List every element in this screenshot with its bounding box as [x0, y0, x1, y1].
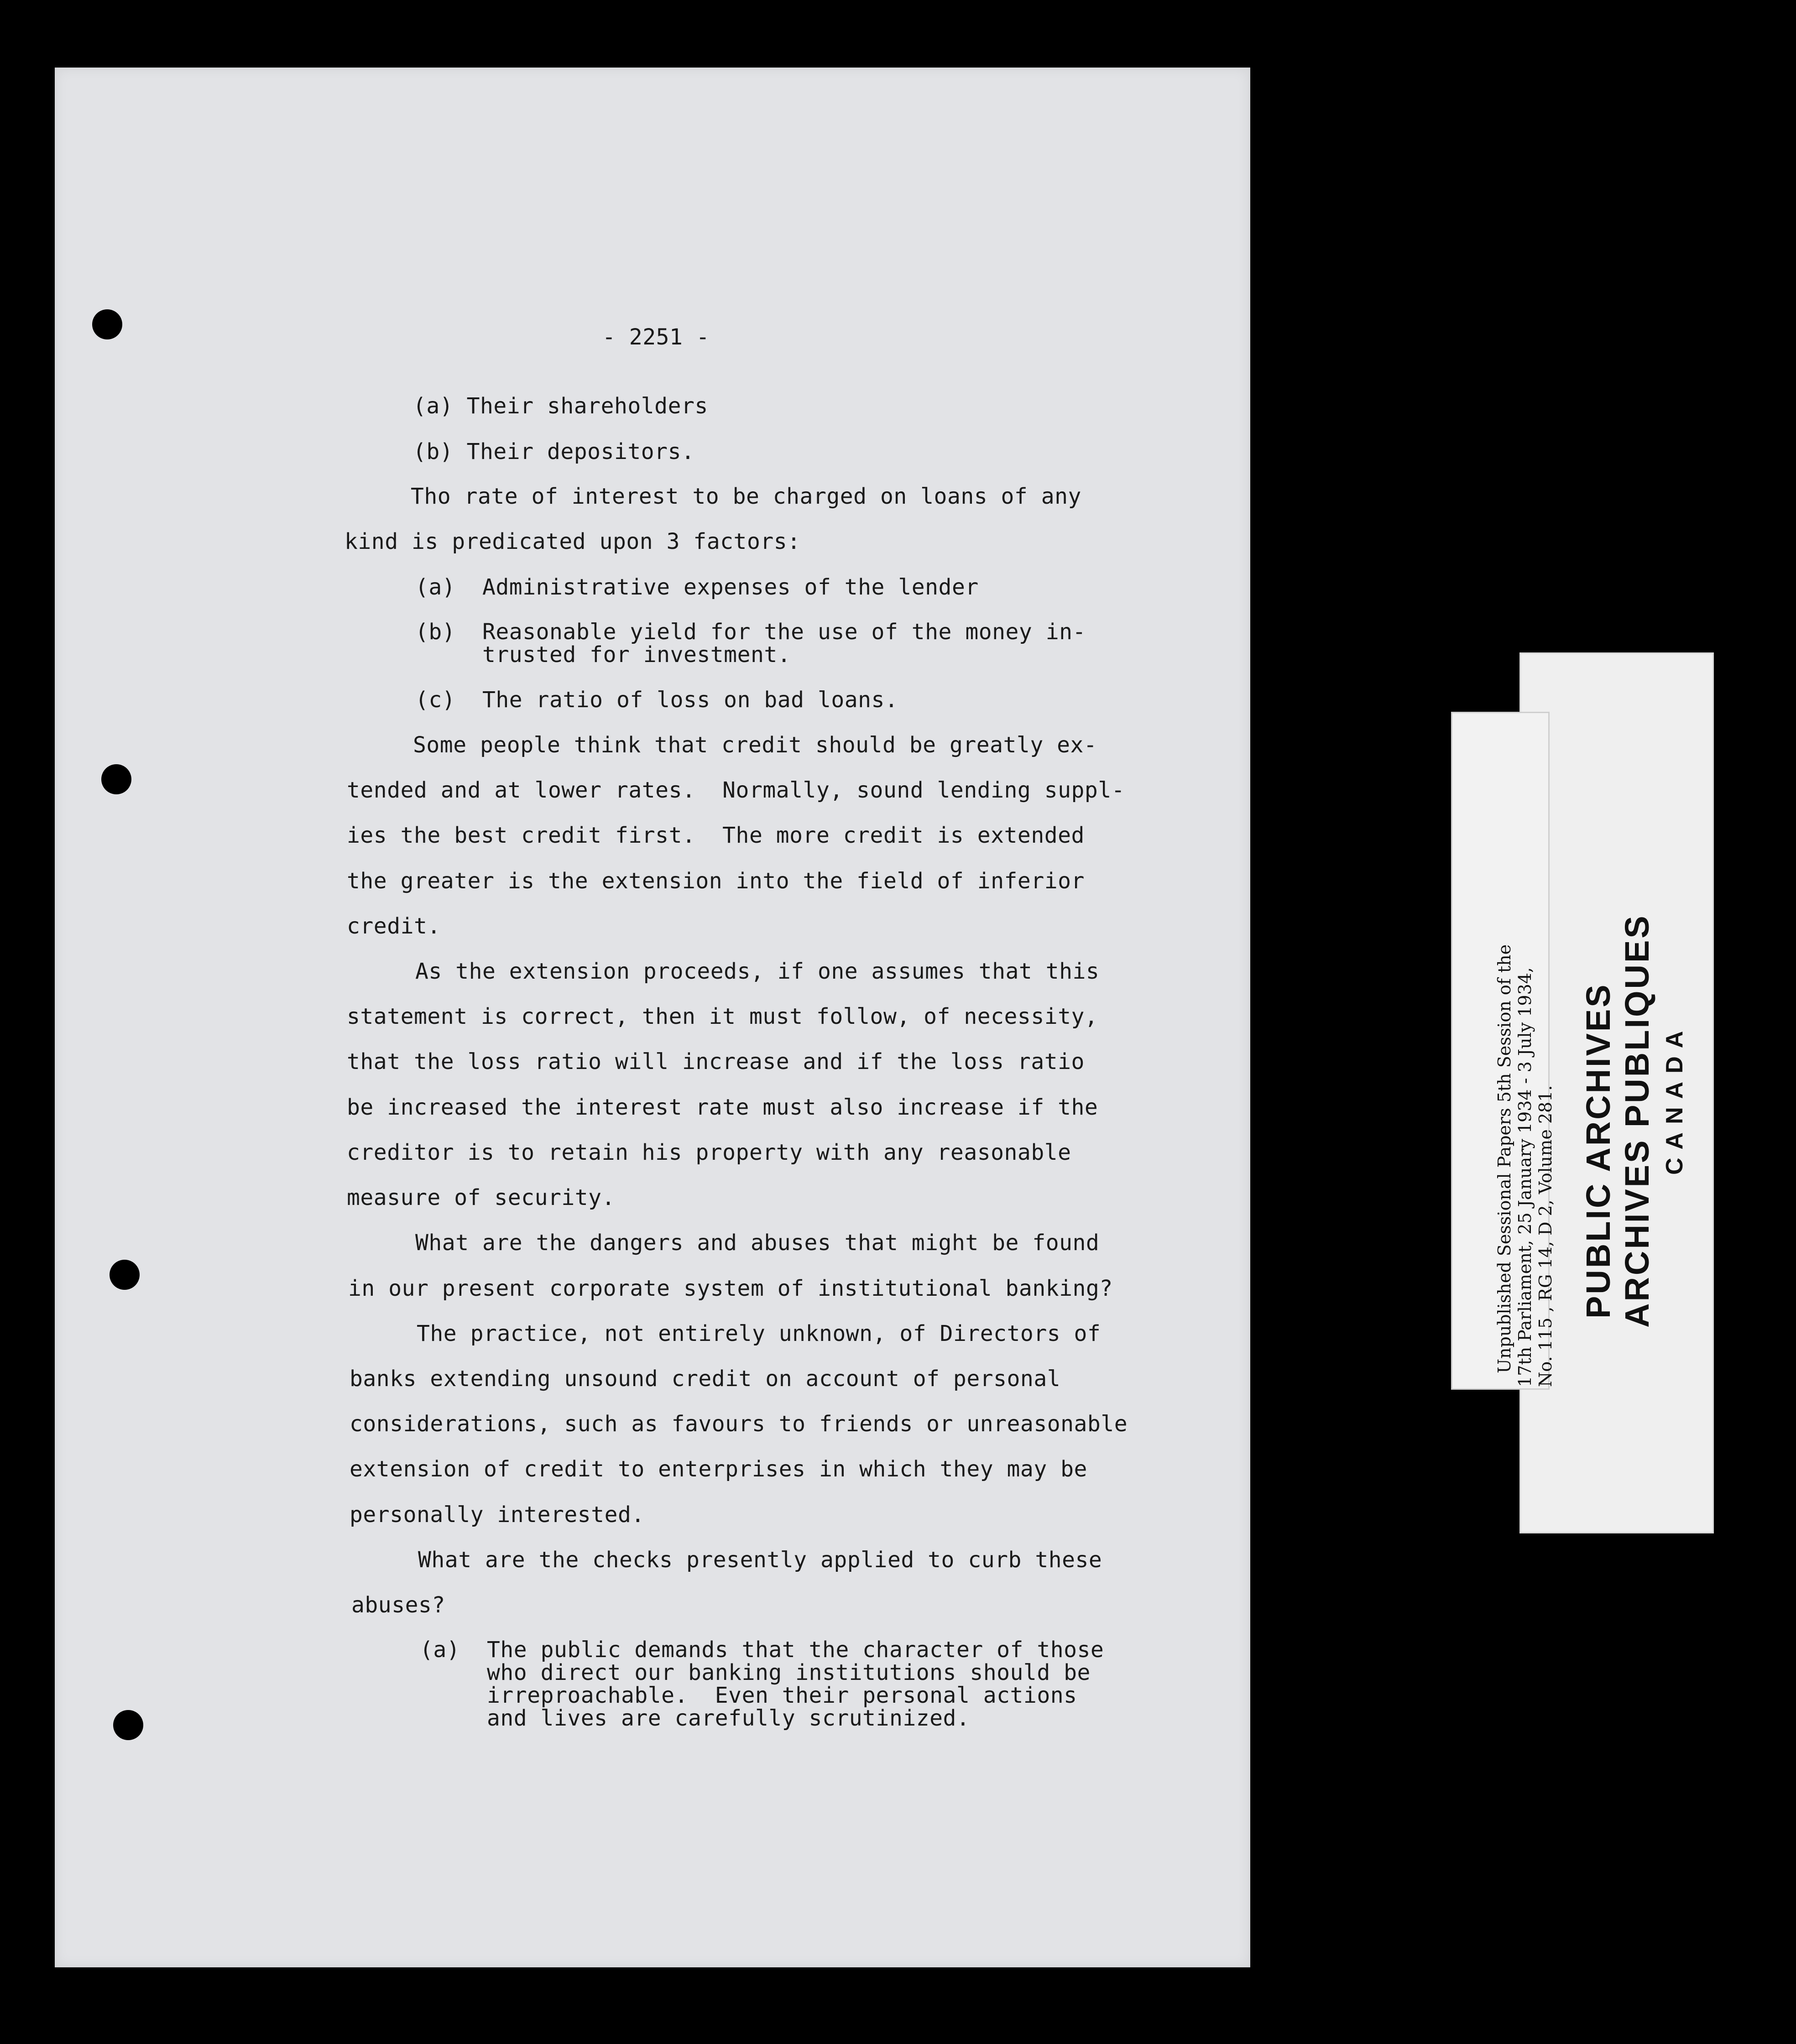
text-line: creditor is to retain his property with any reasonable [347, 1140, 1071, 1165]
text-line: Tho rate of interest to be charged on loans of any [411, 484, 1081, 509]
text-line: credit. [347, 913, 441, 939]
text-line: personally interested. [350, 1502, 645, 1528]
text-line: (b) Reasonable yield for the use of the money in- [415, 619, 1086, 645]
text-line: kind is predicated upon 3 factors: [345, 529, 801, 554]
text-line: statement is correct, then it must follow, of necessity, [347, 1004, 1098, 1029]
text-line: (a) The public demands that the character of those [420, 1637, 1104, 1663]
punch-hole [110, 1260, 140, 1290]
document-page [55, 68, 1250, 1967]
text-line: that the loss ratio will increase and if the loss ratio [347, 1049, 1085, 1074]
punch-hole [92, 309, 122, 339]
text-line: irreproachable. Even their personal actions [420, 1683, 1077, 1708]
source-reference-line: Unpublished Sessional Papers 5th Session of the [1494, 944, 1514, 1373]
text-line: (a) Their shareholders [413, 393, 708, 419]
punch-hole [113, 1710, 143, 1740]
text-line: As the extension proceeds, if one assumes that this [415, 959, 1100, 984]
text-line: measure of security. [347, 1185, 615, 1210]
text-line: considerations, such as favours to friends or unreasonable [350, 1411, 1128, 1437]
text-line: be increased the interest rate must also increase if the [347, 1095, 1098, 1120]
text-line: What are the checks presently applied to curb these [418, 1547, 1102, 1573]
text-line: abuses? [351, 1592, 445, 1618]
text-line: banks extending unsound credit on account of personal [350, 1366, 1061, 1392]
text-line: (b) Their depositors. [413, 439, 695, 464]
text-line: tended and at lower rates. Normally, sound lending suppl- [347, 777, 1125, 803]
text-line: Some people think that credit should be greatly ex- [413, 732, 1097, 758]
punch-hole [101, 764, 131, 794]
text-line: the greater is the extension into the field of inferior [347, 868, 1085, 894]
source-reference-line: 17th Parliament, 25 January 1934 - 3 July 1934, [1515, 967, 1535, 1387]
text-line: What are the dangers and abuses that might be found [415, 1230, 1100, 1256]
text-line: The practice, not entirely unknown, of Directors of [417, 1321, 1101, 1346]
text-line: ies the best credit first. The more credit is extended [347, 823, 1085, 848]
text-line: (c) The ratio of loss on bad loans. [415, 687, 898, 713]
text-line: who direct our banking institutions should be [420, 1660, 1091, 1685]
archive-stamp-line: ARCHIVES PUBLIQUES [1618, 914, 1656, 1328]
archive-stamp-country: CANADA [1661, 1022, 1688, 1175]
text-line: extension of credit to enterprises in which they may be [350, 1456, 1087, 1482]
source-reference-line: No. 115 , RG 14, D 2, Volume 281. [1535, 1085, 1556, 1387]
text-line: in our present corporate system of institutional banking? [348, 1276, 1113, 1301]
text-line: trusted for investment. [415, 642, 791, 667]
page-number: - 2251 - [602, 324, 710, 350]
text-line: and lives are carefully scrutinized. [420, 1705, 970, 1731]
archive-stamp-line: PUBLIC ARCHIVES [1579, 983, 1617, 1319]
text-line: (a) Administrative expenses of the lender [415, 574, 979, 600]
